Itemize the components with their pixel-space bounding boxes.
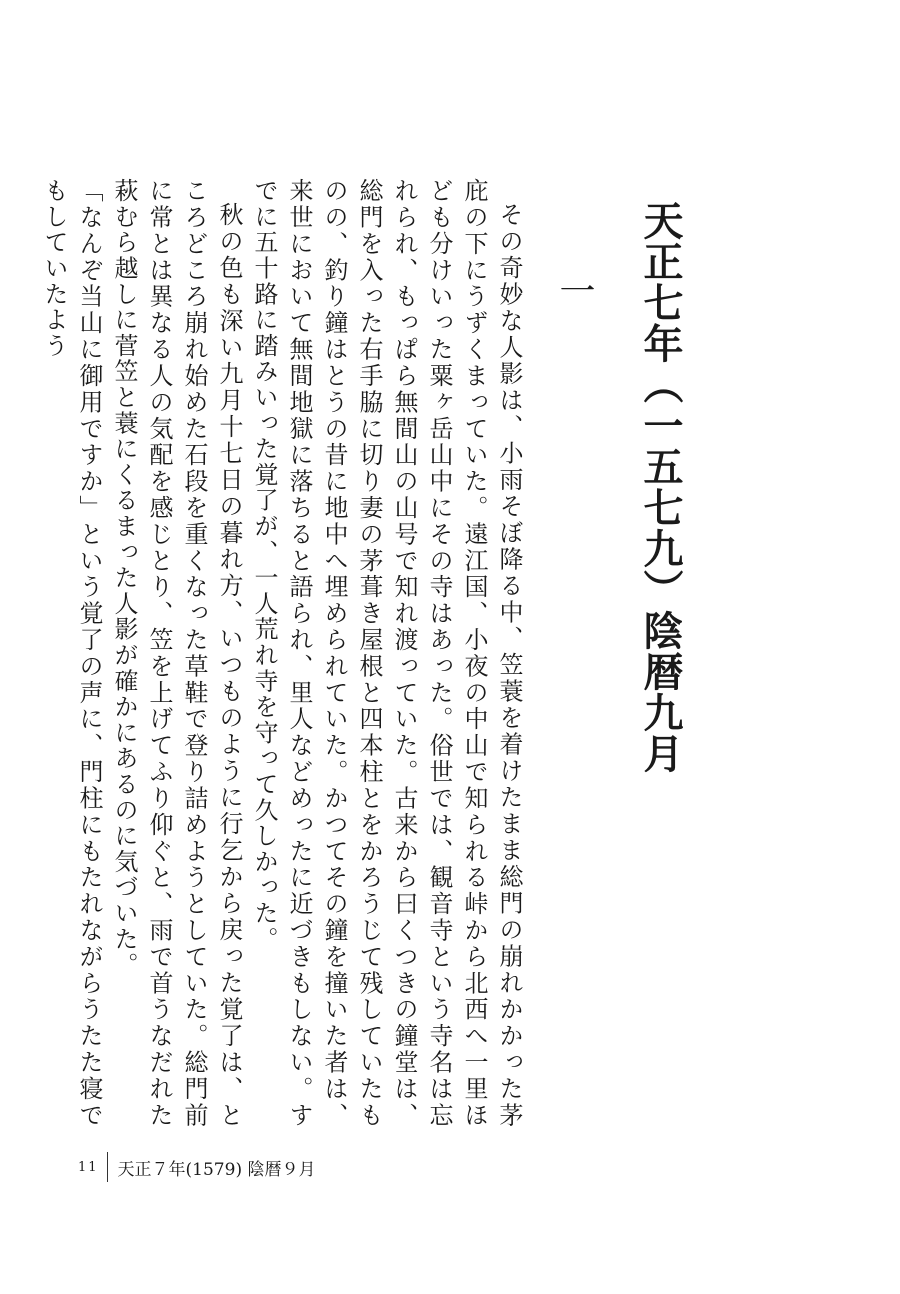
paragraph: その奇妙な人影は、小雨そぼ降る中、笠蓑を着けたまま総門の崩れかかった茅庇の下にうずくまっていた。遠江国、小夜の中山で知られる峠から北西へ一里ほども分けいった粟ヶ岳山中にその寺はあった。俗世では、観音寺という寺名は忘れられ、もっぱら無間山の山号で知れ渡っていた。古来から曰くつきの鐘堂は、総門を入った右手脇に切り妻の茅葺き屋根と四本柱とをかろうじて残していたものの、釣り鐘はとうの昔に地中へ埋められていた。かつてその鐘を撞いた者は、来世において無間地獄に落ちると語られ、里人などめったに近づきもしない。すでに五十路に踏みいった覚了が、一人荒れ寺を守って久しかった。 [250, 178, 523, 1128]
chapter-title: 天正七年（一五七九）陰暦九月 [637, 200, 684, 774]
paragraph: 「なんぞ当山に御用ですか」という覚了の声に、門柱にもたれながらうたた寝でもしていたよう [40, 178, 103, 1128]
page-footer [78, 1152, 315, 1182]
running-head: 天正７年(1579) 陰暦９月 [117, 1159, 316, 1180]
footer-divider [107, 1152, 108, 1182]
section-number: 一 [554, 272, 595, 308]
page-number: 11 [78, 1159, 99, 1175]
paragraph: 秋の色も深い九月十七日の暮れ方、いつものように行乞から戻った覚了は、ところどころ崩れ始めた石段を重くなった草鞋で登り詰めようとしていた。総門前に常とは異なる人の気配を感じとり、笠を上げてふり仰ぐと、雨で首うなだれた萩むら越しに菅笠と蓑にくるまった人影が確かにあるのに気づいた。 [110, 178, 243, 1128]
body-text [40, 178, 526, 1128]
